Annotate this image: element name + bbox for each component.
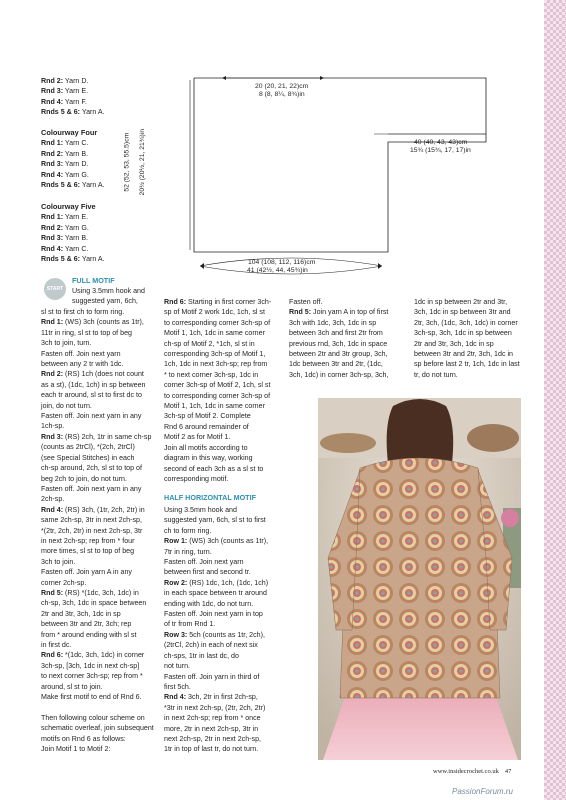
colourway-five-title: Colourway Five	[41, 202, 96, 211]
instruction-line: motifs on Rnd 6 as follows:	[41, 734, 126, 743]
bottom-measurement-in: 41 (42½, 44, 45¾)in	[247, 267, 308, 274]
instruction-line: (counts as 2trCl), *(2ch, 2trCl)	[41, 443, 135, 452]
instruction-line: 3ch-sp, 3ch, 1dc in sp between	[414, 329, 512, 338]
instruction-line: join, do not turn.	[41, 401, 92, 410]
instruction-line: between 2tr and 3tr group, 3ch,	[289, 350, 388, 359]
row-label: Rnd 3:	[41, 87, 64, 96]
instruction-line: Fasten off. Join yarn in third of	[164, 672, 260, 681]
instruction-line: (see Special Stitches) in each	[41, 453, 135, 462]
instruction-line: previous rnd, 3ch, 1dc in space	[289, 339, 388, 348]
instruction-line: in first dc.	[41, 641, 72, 649]
row-text: Yarn G.	[63, 223, 89, 232]
garment-schematic	[123, 72, 500, 287]
instruction-line: Make first motif to end of Rnd 6.	[41, 693, 142, 702]
colour-row	[41, 107, 105, 117]
crochet-cardigan-illustration	[318, 398, 521, 760]
instruction-line: diagram in this way, working	[164, 454, 253, 463]
colour-row	[41, 254, 105, 264]
instruction-line: beg 2ch to join, do not turn.	[41, 474, 127, 483]
instruction-line: Rnd 5: (RS) *(1dc, 3ch, 1dc) in	[41, 588, 139, 597]
instruction-line: between any 2 tr with 1dc.	[41, 360, 124, 369]
row-label: Rnd 2:	[41, 149, 64, 158]
instruction-line: Rnd 3: (RS) 2ch, 1tr in same ch-sp	[41, 432, 152, 441]
row-label: Rnd 1:	[41, 213, 64, 222]
row-text: Yarn C.	[63, 139, 89, 148]
schematic-diagram	[160, 72, 500, 287]
decorative-side-strip	[544, 0, 566, 800]
colour-row	[41, 170, 105, 180]
row-label: Rnd 4:	[41, 97, 64, 106]
row-text: Yarn D.	[63, 77, 89, 85]
instruction-line: Fasten off. Join next yarn in top	[164, 610, 263, 619]
colourway-five-block	[41, 202, 105, 264]
instruction-line: second of each 3ch as a sl st to	[164, 464, 264, 473]
instruction-line: corresponding motif.	[164, 474, 229, 483]
row-text: Yarn E.	[63, 213, 89, 222]
watermark: PassionForum.ru	[452, 787, 513, 796]
colour-row	[41, 180, 105, 190]
colour-row	[41, 223, 105, 233]
instruction-line	[41, 702, 154, 712]
instruction-line: not turn.	[164, 662, 191, 671]
model-photo	[318, 398, 521, 760]
instruction-line: 2tr, 3ch, (1dc, 3ch, 1dc) in corner	[414, 318, 518, 327]
row-label: Rnd 3:	[41, 234, 64, 243]
instruction-line: each tr around, sl st to first dc to	[41, 391, 142, 400]
instruction-line: Row 2: (RS) 1dc, 1ch, (1dc, 1ch)	[164, 578, 269, 587]
instruction-line: ch-sp of Motif 2, *1ch, sl st in	[164, 339, 255, 348]
instruction-line: 3ch, 1dc in sp between 3tr and	[414, 308, 511, 317]
instruction-line: corner 2ch-sp.	[41, 578, 87, 587]
instruction-line: Fasten off. Join yarn A in any	[41, 568, 132, 577]
instruction-line: Row 3: 5ch (counts as 1tr, 2ch),	[164, 630, 265, 639]
instruction-line: more times, sl st to top of beg	[41, 547, 135, 556]
row-label: Rnd 2:	[41, 223, 64, 232]
bottom-measurement-cm: 104 (108, 112, 116)cm	[248, 259, 316, 266]
instruction-line: 1tr in top of last tr, do not turn.	[164, 745, 259, 754]
row-text: Yarn A.	[80, 108, 105, 117]
instruction-line: Rnd 2: (RS) 1ch (does not count	[41, 370, 144, 379]
instruction-line: 11tr in ring, sl st to top of beg	[41, 328, 132, 337]
colour-row	[41, 76, 105, 86]
instruction-line: ch-sp, 3ch, 1dc in space between	[41, 599, 147, 608]
footer-site: www.insidecrochet.co.uk	[433, 768, 499, 775]
instruction-line: 1dc in sp between 2tr and 3tr,	[414, 298, 508, 306]
instruction-line: Rnd 6: *(1dc, 3ch, 1dc) in corner	[41, 651, 145, 660]
instruction-line: Join all motifs according to	[164, 443, 248, 452]
instruction-line: suggested yarn, 6ch,	[72, 297, 138, 306]
top-arrow-right	[320, 76, 324, 80]
colour-row	[41, 86, 105, 96]
instruction-line: Motif 1, 1ch, 1dc in same corner	[164, 402, 265, 411]
instruction-line: to next corner 3ch-sp; rep from *	[41, 672, 143, 681]
instruction-line: ending with 1dc, do not turn.	[164, 599, 254, 608]
instruction-line: first 5ch.	[164, 682, 191, 691]
colour-row	[41, 159, 105, 169]
colour-row	[41, 138, 105, 148]
instruction-line: to corresponding corner 3ch-sp of	[164, 318, 271, 327]
instruction-line: corner 3ch-sp of Motif 2, 1ch, sl st	[164, 381, 271, 390]
rnd5-instructions	[289, 297, 388, 380]
instruction-line: of tr from Rnd 1.	[164, 620, 216, 629]
instruction-line: Rnd 4: (RS) 3ch, (1tr, 2ch, 2tr) in	[41, 505, 145, 514]
instruction-line: next 2ch-sp, 2tr in next 2ch-sp,	[164, 734, 261, 743]
instruction-line: *(2tr, 2ch, 2tr) in next 2ch-sp, 3tr	[41, 526, 143, 535]
top-arrow-left	[222, 76, 226, 80]
instruction-line: Fasten off. Join next yarn	[164, 558, 244, 567]
colour-row	[41, 244, 105, 254]
instruction-line: between 3tr and 2tr, 3ch; rep	[41, 620, 132, 629]
instruction-line: Fasten off.	[289, 298, 323, 306]
instruction-line: ch-sps, 1tr in last dc, do	[164, 651, 239, 660]
start-badge: START	[44, 278, 66, 300]
instruction-line: between first and second tr.	[164, 568, 251, 577]
instruction-line: between 3tr and 2tr, 3ch, 1dc in	[414, 350, 513, 359]
side-measurement-cm: 52 (52, 53, 55.5)cm	[123, 132, 131, 192]
instruction-line: 3ch with 1dc, 3ch, 1dc in sp	[289, 318, 377, 327]
instruction-line: 2ch-sp.	[41, 495, 65, 504]
instruction-line: 1ch-sp.	[41, 422, 65, 431]
instruction-line: as a st), (1dc, 1ch) in sp between	[41, 380, 146, 389]
instruction-line: corresponding 3ch-sp of Motif 1,	[164, 350, 266, 359]
instruction-line: 3ch to join, turn.	[41, 339, 92, 348]
instruction-line: in next 2ch-sp; rep from * four	[41, 536, 135, 545]
sleeve-measurement-cm: 40 (40, 43, 43)cm	[414, 139, 468, 146]
row-text: Yarn D.	[63, 160, 89, 169]
row-text: Yarn E.	[63, 87, 89, 96]
instruction-line: Fasten off. Join next yarn in any	[41, 412, 142, 421]
full-motif-heading: FULL MOTIF	[72, 276, 115, 285]
instruction-line: Using 3.5mm hook and	[72, 287, 145, 295]
half-horizontal-motif-instructions	[164, 505, 268, 755]
instruction-line: suggested yarn, 6ch, sl st to first	[164, 516, 266, 525]
bottom-arrow-left	[200, 263, 204, 269]
instruction-line: Rnd 5: Join yarn A in top of first	[289, 308, 389, 317]
instruction-line: Fasten off. Join next yarn	[41, 349, 121, 358]
join-instructions	[164, 297, 271, 484]
row-label: Rnds 5 & 6:	[41, 255, 81, 264]
instruction-line: 2tr and 3tr, 3ch, 1dc in sp	[41, 609, 121, 618]
top-measurement-in: 8 (8, 8¼, 8¾)in	[259, 91, 305, 98]
row-label: Rnd 3:	[41, 160, 64, 169]
colourway-three-list	[41, 76, 105, 118]
page-number: 47	[504, 768, 512, 775]
instruction-line: sp of Motif 2 work 1dc, 1ch, sl st	[164, 308, 265, 317]
bottom-arrow-right	[378, 263, 382, 269]
instruction-line: 7tr in ring, turn.	[164, 547, 212, 556]
instruction-line: Join Motif 1 to Motif 2:	[41, 745, 111, 754]
instruction-line: Rnd 1: (WS) 3ch (counts as 1tr),	[41, 318, 144, 327]
rnd5-continued	[414, 297, 520, 380]
row-label: Rnds 5 & 6:	[41, 181, 81, 190]
instruction-line: Then following colour scheme on	[41, 713, 145, 722]
sleeve-measurement-in: 15¾ (15¾, 17, 17)in	[410, 147, 471, 154]
row-text: Yarn G.	[63, 170, 89, 179]
instruction-line: tr, do not turn.	[414, 370, 458, 379]
colour-row	[41, 212, 105, 222]
row-text: Yarn B.	[63, 234, 89, 243]
page-footer	[433, 768, 511, 775]
instruction-line: (2trCl, 2ch) in each of next six	[164, 641, 258, 650]
instruction-line: ch to form ring.	[164, 526, 212, 535]
row-text: Yarn A.	[80, 181, 105, 190]
full-motif-instructions	[41, 307, 154, 754]
instruction-line: same 2ch-sp, 3tr in next 2ch-sp,	[41, 516, 142, 525]
instruction-line: sp before last 2 tr, 1ch, 1dc in last	[414, 360, 520, 369]
colour-row	[41, 149, 105, 159]
side-measurement-in: 20½ (20½, 21, 21¾)in	[139, 128, 147, 196]
instruction-line: 3ch, 1dc) in corner 3ch-sp, 3ch,	[289, 370, 389, 379]
instruction-line: Rnd 6 around remainder of	[164, 422, 249, 431]
instruction-line: Motif 2 as for Motif 1.	[164, 433, 231, 442]
instruction-line: Fasten off. Join next yarn in any	[41, 484, 142, 493]
instruction-line: * to next corner 3ch-sp, 1dc in	[164, 370, 259, 379]
instruction-line: in next 2ch-sp; rep from * once	[164, 714, 261, 723]
instruction-line: schematic overleaf, join subsequent	[41, 724, 154, 733]
full-motif-intro	[72, 286, 145, 307]
instruction-line: Rnd 6: Starting in first corner 3ch-	[164, 298, 272, 306]
instruction-line: 3ch to join.	[41, 557, 76, 566]
instruction-line: 2tr and 3tr, 3ch, 1dc in sp	[414, 339, 494, 348]
colourway-four-block	[41, 128, 105, 190]
instruction-line: Using 3.5mm hook and	[164, 506, 237, 514]
row-label: Rnd 1:	[41, 139, 64, 148]
row-text: Yarn F.	[63, 97, 87, 106]
instruction-line: sl st to first ch to form ring.	[41, 308, 125, 316]
instruction-line: in each space between tr around	[164, 589, 267, 598]
instruction-line: 1ch, 1dc in next 3ch-sp; rep from	[164, 360, 268, 369]
instruction-line: 1dc between 3tr and 2tr, (1dc,	[289, 360, 383, 369]
half-horizontal-motif-heading: HALF HORIZONTAL MOTIF	[164, 493, 256, 502]
instruction-line: 3ch-sp of Motif 2. Complete	[164, 412, 251, 421]
colourway-four-title: Colourway Four	[41, 128, 98, 137]
row-text: Yarn C.	[63, 244, 89, 253]
schematic-outline	[194, 78, 486, 252]
instruction-line: between 3ch and first 2tr from	[289, 329, 383, 338]
row-label: Rnd 4:	[41, 170, 64, 179]
top-measurement-cm: 20 (20, 21, 22)cm	[255, 83, 309, 90]
row-label: Rnds 5 & 6:	[41, 108, 81, 117]
row-label: Rnd 2:	[41, 77, 64, 85]
colour-row	[41, 97, 105, 107]
instruction-line: *3tr in next 2ch-sp, (2tr, 2ch, 2tr)	[164, 703, 266, 712]
instruction-line: ch-sp around, 2ch, sl st to top of	[41, 464, 142, 473]
instruction-line: around, sl st to join.	[41, 682, 103, 691]
instruction-line: from * around ending with sl st	[41, 630, 137, 639]
row-label: Rnd 4:	[41, 244, 64, 253]
instruction-line: Motif 1, 1ch, 1dc in same corner	[164, 329, 265, 338]
instruction-line: to corresponding corner 3ch-sp of	[164, 391, 271, 400]
instruction-line: Row 1: (WS) 3ch (counts as 1tr),	[164, 537, 269, 546]
row-text: Yarn B.	[63, 149, 89, 158]
instruction-line: Rnd 4: 3ch, 2tr in first 2ch-sp,	[164, 693, 258, 702]
instruction-line: 3ch-sp, [3ch, 1dc in next ch-sp]	[41, 661, 140, 670]
instruction-line: more, 2tr in next 2ch-sp, 3tr in	[164, 724, 259, 733]
row-text: Yarn A.	[80, 255, 105, 264]
colour-row	[41, 233, 105, 243]
